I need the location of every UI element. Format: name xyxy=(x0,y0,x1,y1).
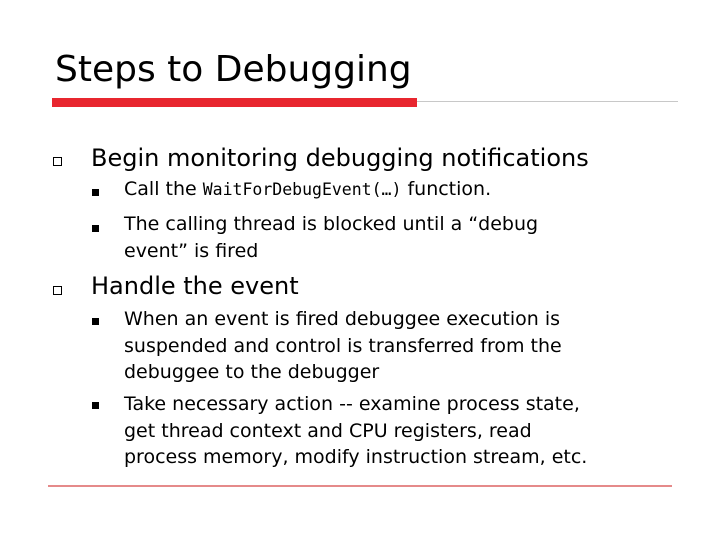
bullet-text-line: When an event is fired debuggee execution is xyxy=(124,308,561,330)
slide-title: Steps to Debugging xyxy=(55,49,412,90)
bullet-text-line: get thread context and CPU registers, read xyxy=(124,419,532,442)
section-heading: Handle the event xyxy=(91,272,299,300)
square-bullet-icon xyxy=(92,318,99,325)
hollow-square-bullet-icon xyxy=(53,157,62,166)
bullet-text: function. xyxy=(401,178,492,200)
bullet-item xyxy=(124,211,538,264)
bullet-text-line: process memory, modify instruction stream, etc. xyxy=(124,446,588,468)
bullet-text-line: suspended and control is transferred from the xyxy=(124,334,562,357)
square-bullet-icon xyxy=(92,189,99,196)
bullet-text-line: debuggee to the debugger xyxy=(124,361,380,383)
title-accent-rule xyxy=(52,98,417,107)
section-heading: Begin monitoring debugging notifications xyxy=(91,144,589,172)
square-bullet-icon xyxy=(92,225,99,232)
bullet-text-line: The calling thread is blocked until a “debug xyxy=(124,213,539,235)
bullet-text-line: Take necessary action -- examine process state, xyxy=(124,393,580,415)
footer-rule xyxy=(48,485,672,487)
hollow-square-bullet-icon xyxy=(53,286,62,295)
bullet-text-line: event” is fired xyxy=(124,239,259,262)
bullet-item xyxy=(124,391,587,471)
bullet-item xyxy=(124,306,562,386)
title-divider-rule xyxy=(417,101,678,102)
square-bullet-icon xyxy=(92,402,99,409)
bullet-text: Call the xyxy=(124,178,203,200)
bullet-item xyxy=(124,176,491,204)
code-text: WaitForDebugEvent(…) xyxy=(202,180,402,199)
